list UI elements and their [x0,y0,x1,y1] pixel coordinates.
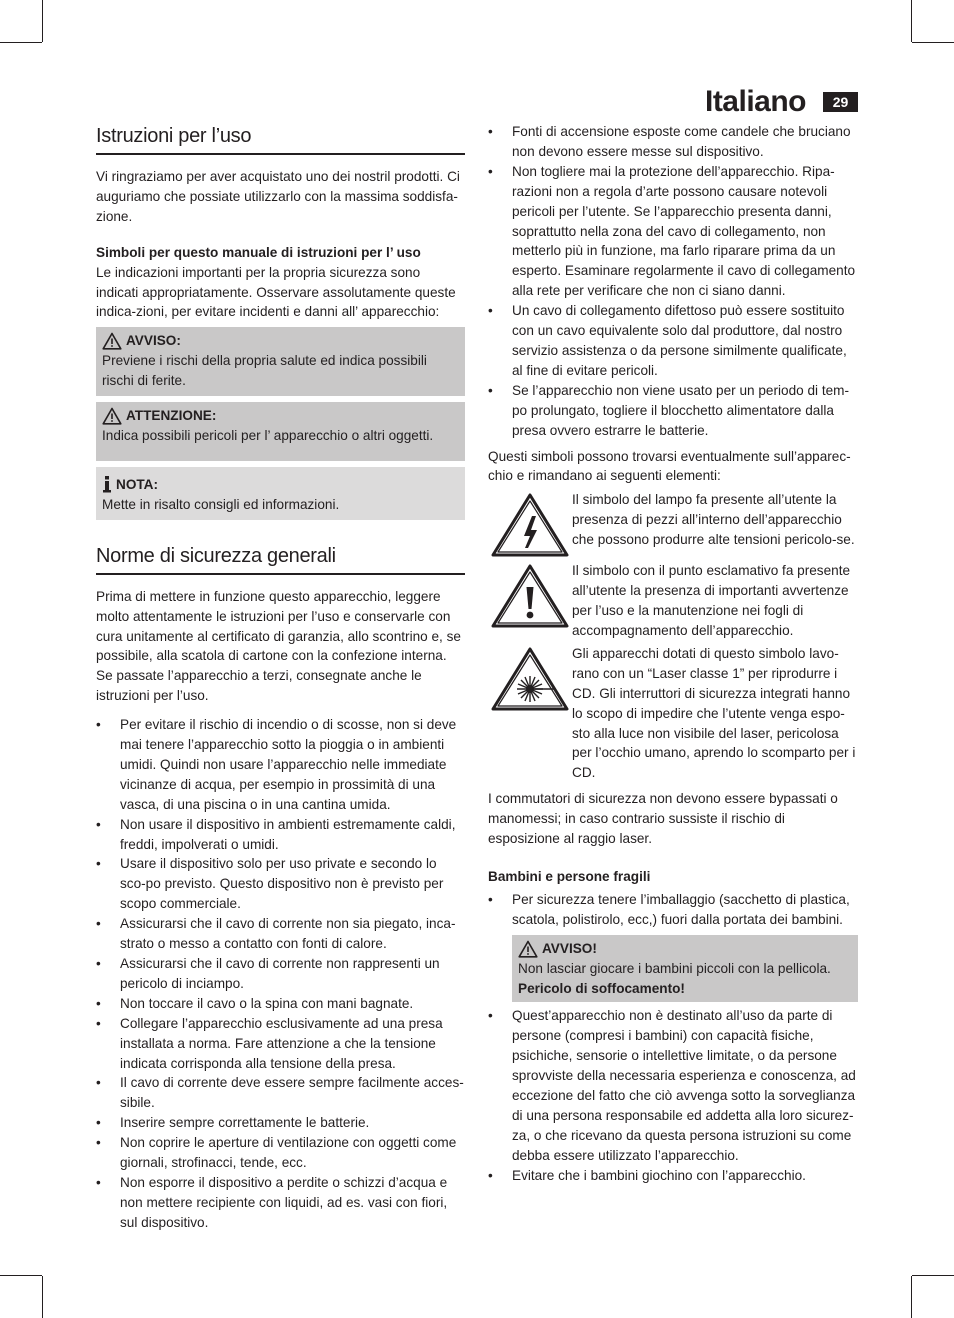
list-item: • Il cavo di corrente deve essere sempre facilmente acces-sibile. [96,1075,464,1111]
crop-mark [911,1276,912,1318]
right-column [488,122,858,1186]
warning-box-avviso [96,327,465,396]
bullet-icon: • [488,891,493,907]
note-box-title: NOTA: [116,476,159,492]
children-warning-text: Non lasciar giocare i bambini piccoli con la pellicola. [518,960,831,976]
note-box-nota [96,467,465,520]
section-title-instructions: Istruzioni per l’uso [96,122,465,155]
attention-box-text: Indica possibili pericoli per l’ apparecchio o altri oggetti. [102,427,434,443]
bullet-icon: • [488,1008,493,1024]
warning-box-attenzione [96,402,465,461]
list-item: • Assicurarsi che il cavo di corrente non sia piegato, inca-strato o messo a contatto con fonti di calore. [96,916,456,952]
bullet-icon: • [96,1135,101,1151]
children-warning-title: AVVISO! [542,940,597,956]
bullet-icon: • [488,124,493,139]
list-item: • Se l’apparecchio non viene usato per un periodo di tem-po prolungato, togliere il blocchetto alimentatore dalla presa ovvero estrarre le batterie. [488,382,850,438]
list-item: • Usare il dispositivo solo per uso private e secondo lo sco-po previsto. Questo dispositivo non è previsto per scopo commerciale. [96,856,444,912]
section-title-safety: Norme di sicurezza generali [96,542,465,575]
list-item: • Assicurarsi che il cavo di corrente non rappresenti un pericolo di inciampo. [96,956,440,991]
symbols-intro-paragraph: Questi simboli possono trovarsi eventualmente sull’apparec-chio e rimandano ai seguenti elementi: [488,448,851,484]
safety-switch-paragraph: I commutatori di sicurezza non devono essere bypassati o manomessi; in caso contrario sussiste il rischio di esposizione al raggio laser. [488,791,838,847]
bullet-icon: • [488,382,493,398]
list-item: • Non usare il dispositivo in ambienti estremamente caldi, freddi, impolverati o umidi. [96,816,456,852]
bullet-icon: • [96,1015,101,1031]
crop-mark [42,0,43,42]
safety-bullet-list [96,715,465,1233]
children-warning-emphasis: Pericolo di soffocamento! [518,980,685,996]
attention-box-title: ATTENZIONE: [126,408,217,424]
crop-mark [0,1275,42,1276]
warning-triangle-icon [102,407,122,425]
note-box-text: Mette in risalto consigli ed informazioni. [102,496,340,512]
crop-mark [0,42,42,43]
list-item: • Per evitare il rischio di incendio o di scosse, non si deve mai tenere l’apparecchio sotto la pioggia o in ambienti umidi. Quindi non usare l’apparecchio nelle immediate vicinanze di acqua, per esempio in prossimità di una vasca, di una piscina o in una cantina umida. [96,717,457,812]
list-item: • Un cavo di collegamento difettoso può essere sostituito con un cavo equivalente solo dal produttore, dal nostro servizio assistenza o da persone similmente qualificate, al fine di evitare pericoli. [488,303,847,378]
children-heading: Bambini e persone fragili [488,869,651,884]
crop-mark [912,42,954,43]
list-item: • Collegare l’apparecchio esclusivamente ad una presa installata a norma. Fare attenzione a che la tensione indicata corrisponda alla tensione della presa. [96,1015,443,1071]
list-item: • Per sicurezza tenere l’imballaggio (sacchetto di plastica, scatola, polistirolo, ecc,) fuori dalla portata dei bambini. [488,891,850,927]
bullet-icon: • [96,717,101,733]
bullet-icon: • [96,816,101,832]
crop-mark [912,1275,954,1276]
bullet-icon: • [96,1174,101,1190]
children-bullet-list [488,890,858,930]
safety-bullet-list-continued [488,122,858,441]
crop-mark [911,0,912,42]
lightning-warning-icon [490,492,570,558]
list-item: • Non coprire le aperture di ventilazione con oggetti come giornali, strofinacci, tende, ecc. [96,1135,457,1171]
warning-box-children [512,935,858,1003]
bullet-icon: • [96,956,101,971]
bullet-icon: • [96,1115,101,1131]
list-item: • Non toccare il cavo o la spina con mani bagnate. [96,994,465,1014]
symbol-lightning-text: Il simbolo del lampo fa presente all’utente la presenza di pezzi all’interno dell’apparecchio che possono produrre alte tensioni pericolo-se. [572,492,855,548]
bullet-icon: • [96,856,101,872]
list-item: • Fonti di accensione esposte come candele che bruciano non devono essere messe sul dispositivo. [488,124,851,159]
vulnerable-persons-bullet-list [488,1006,858,1185]
list-item: • Evitare che i bambini giochino con l’apparecchio. [488,1166,858,1186]
symbol-laser-text: Gli apparecchi dotati di questo simbolo lavo-rano con un “Laser classe 1” per riprodurre i CD. Gli interruttori di sicurezza integrati hanno lo scopo di impedire che l’utente venga espo-sto alla luce non visibile del laser, pericolosa per l’occhio umano, aprendo lo scomparto per i CD. [572,645,856,781]
info-icon [102,476,112,493]
list-item: • Non togliere mai la protezione dell’apparecchio. Ripa-razioni non a regola d’arte possono causare notevoli pericoli per l’utente. Se l’apparecchio presenta danni, soprattutto nella zona del cavo di collegamento, non metterlo più in funzione, ma farlo riparare prima da un esperto. Esaminare regolarmente il cavo di collegamento alla rete per verificare che non ci siano danni. [488,163,856,299]
symbol-exclamation-text: Il simbolo con il punto esclamativo fa presente all’utente la presenza di importanti avvertenze per l’uso e la manutenzione nei fogli di accompagnamento dell’apparecchio. [572,563,851,639]
intro-paragraph: Vi ringraziamo per aver acquistato uno dei nostril prodotti. Ci auguriamo che possiate utilizzarlo con la massima soddisfa-zione. [96,169,460,224]
bullet-icon: • [488,163,493,179]
safety-intro-paragraph: Prima di mettere in funzione questo apparecchio, leggere molto attentamente le istruzioni per l’uso e conservarle con cura unitamente al certificato di garanzia, allo scontrino e, se possibile, alla scatola di cartone con la confezione interna. Se passate l’apparecchio a terzi, consegnate anche le istruzioni per l’uso. [96,588,461,704]
crop-mark [42,1276,43,1318]
bullet-icon: • [96,916,101,932]
symbol-row-exclamation [488,561,858,641]
warning-triangle-icon [102,332,122,350]
list-item: • Non esporre il dispositivo a perdite o schizzi d’acqua e non mettere recipiente con liquidi, ad es. vasi con fiori, sul dispositivo. [96,1174,448,1230]
symbols-heading: Simboli per questo manuale di istruzioni per l’ uso [96,244,421,260]
symbol-row-laser [488,644,858,783]
page-language-title: Italiano [704,85,806,118]
bullet-icon: • [488,1167,493,1183]
list-item: • Quest’apparecchio non è destinato all’uso da parte di persone (compresi i bambini) con capacità fisiche, psichiche, sensorie o intellettive limitate, o da persone sprovviste della necessaria esperienza e conoscenza, ad eccezione del fatto che ciò avvenga sotto la sorveglianza di una persona responsabile ed addetta alla loro sicurez-za, o che ricevano da questa persona istruzioni su come debba essere utilizzato l’apparecchio. [488,1008,856,1163]
symbol-row-lightning [488,490,858,558]
laser-warning-icon [490,646,570,712]
exclamation-warning-icon [490,563,570,629]
warning-box-title: AVVISO: [126,333,181,349]
left-column [96,122,465,1233]
warning-triangle-icon [518,940,538,958]
page-number: 29 [823,92,858,112]
symbols-paragraph: Le indicazioni importanti per la propria sicurezza sono indicati appropriatamente. Osservare assolutamente queste indica-zioni, per evitare incidenti e danni all’ apparecchio: [96,264,456,320]
warning-box-text: Previene i rischi della propria salute ed indica possibili rischi di ferite. [102,353,427,389]
bullet-icon: • [488,303,493,319]
list-item: • Inserire sempre correttamente le batterie. [96,1113,465,1133]
bullet-icon: • [96,995,101,1011]
bullet-icon: • [96,1075,101,1091]
